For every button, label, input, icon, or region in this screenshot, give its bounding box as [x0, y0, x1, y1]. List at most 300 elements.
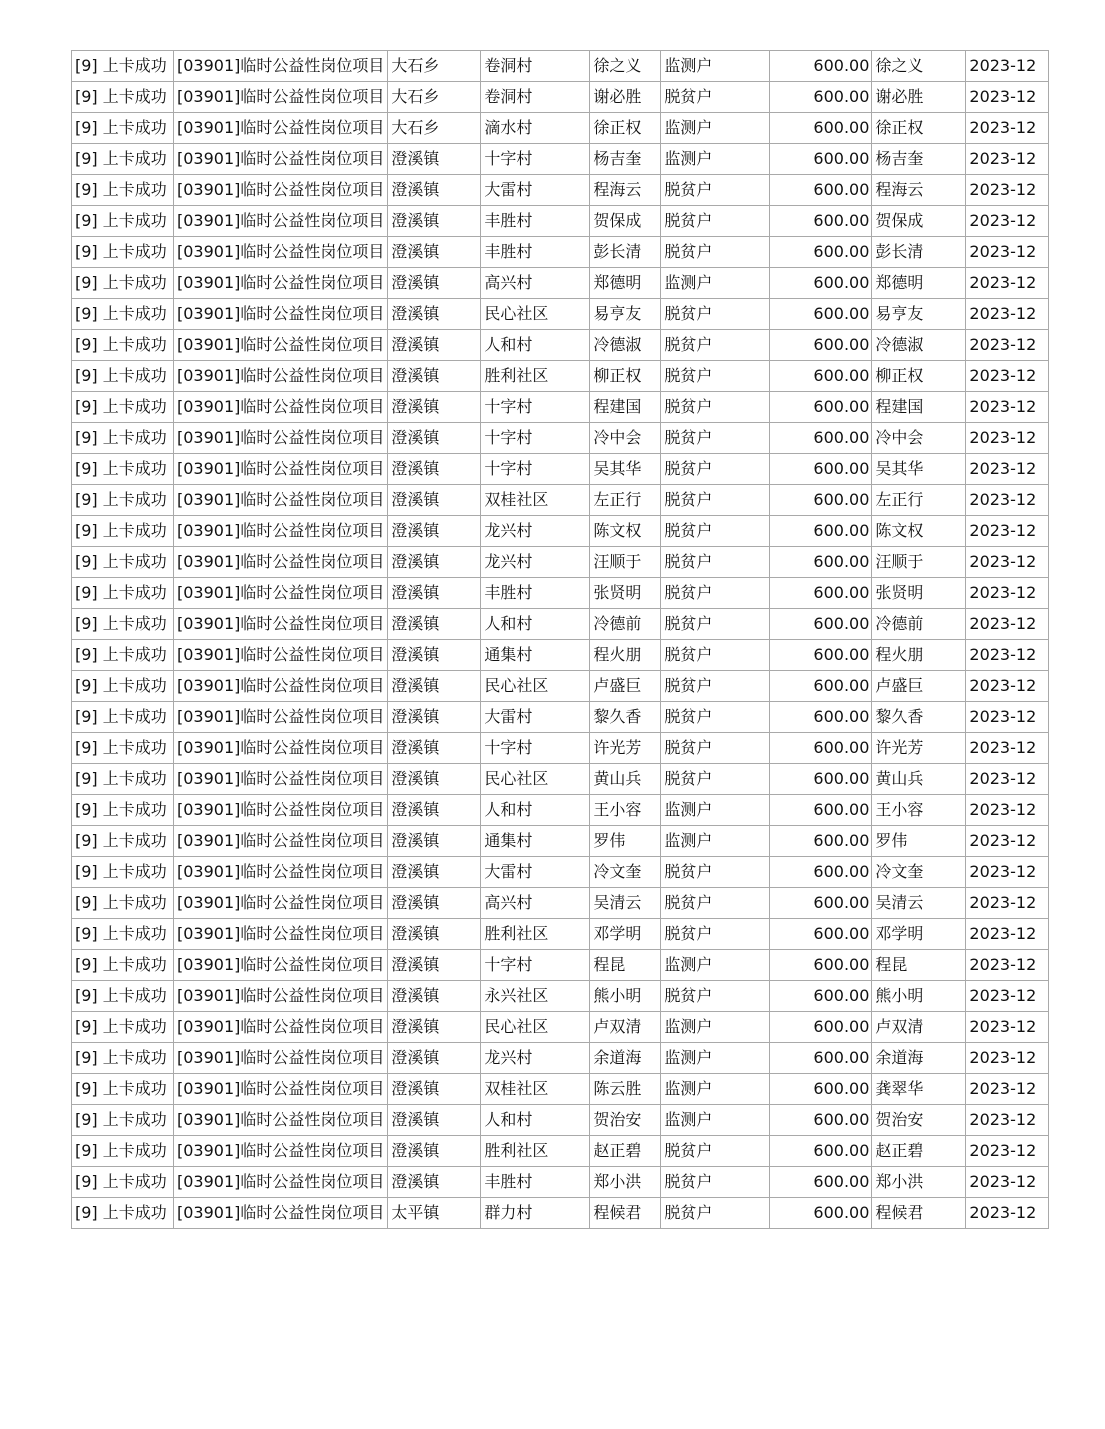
table-body	[72, 51, 1049, 1229]
township-cell: 澄溪镇	[388, 1043, 481, 1074]
status-cell: [9] 上卡成功	[72, 423, 174, 454]
amount-cell: 600.00	[770, 578, 872, 609]
project-cell: [03901]临时公益性岗位项目	[174, 888, 388, 919]
household-type-cell: 脱贫户	[661, 516, 770, 547]
township-cell: 澄溪镇	[388, 919, 481, 950]
payee-name-cell: 杨吉奎	[872, 144, 966, 175]
village-cell: 卷洞村	[481, 51, 590, 82]
person-name-cell: 程候君	[590, 1198, 661, 1229]
payee-name-cell: 左正行	[872, 485, 966, 516]
township-cell: 澄溪镇	[388, 1105, 481, 1136]
amount-cell: 600.00	[770, 82, 872, 113]
status-cell: [9] 上卡成功	[72, 485, 174, 516]
household-type-cell: 监测户	[661, 1074, 770, 1105]
amount-cell: 600.00	[770, 485, 872, 516]
township-cell: 澄溪镇	[388, 361, 481, 392]
status-cell: [9] 上卡成功	[72, 1136, 174, 1167]
table-row	[72, 1136, 1049, 1167]
project-cell: [03901]临时公益性岗位项目	[174, 1012, 388, 1043]
payee-name-cell: 谢必胜	[872, 82, 966, 113]
status-cell: [9] 上卡成功	[72, 1074, 174, 1105]
amount-cell: 600.00	[770, 1012, 872, 1043]
payee-name-cell: 程建国	[872, 392, 966, 423]
project-cell: [03901]临时公益性岗位项目	[174, 144, 388, 175]
person-name-cell: 卢盛巨	[590, 671, 661, 702]
village-cell: 胜利社区	[481, 361, 590, 392]
status-cell: [9] 上卡成功	[72, 392, 174, 423]
village-cell: 人和村	[481, 1105, 590, 1136]
status-cell: [9] 上卡成功	[72, 82, 174, 113]
amount-cell: 600.00	[770, 51, 872, 82]
period-cell: 2023-12	[966, 299, 1049, 330]
status-cell: [9] 上卡成功	[72, 764, 174, 795]
status-cell: [9] 上卡成功	[72, 330, 174, 361]
township-cell: 澄溪镇	[388, 454, 481, 485]
payee-name-cell: 卢盛巨	[872, 671, 966, 702]
period-cell: 2023-12	[966, 981, 1049, 1012]
village-cell: 民心社区	[481, 1012, 590, 1043]
payee-name-cell: 冷德前	[872, 609, 966, 640]
person-name-cell: 贺保成	[590, 206, 661, 237]
project-cell: [03901]临时公益性岗位项目	[174, 981, 388, 1012]
household-type-cell: 监测户	[661, 268, 770, 299]
project-cell: [03901]临时公益性岗位项目	[174, 950, 388, 981]
household-type-cell: 脱贫户	[661, 1136, 770, 1167]
person-name-cell: 罗伟	[590, 826, 661, 857]
period-cell: 2023-12	[966, 857, 1049, 888]
person-name-cell: 陈云胜	[590, 1074, 661, 1105]
table-row	[72, 516, 1049, 547]
village-cell: 民心社区	[481, 764, 590, 795]
amount-cell: 600.00	[770, 826, 872, 857]
amount-cell: 600.00	[770, 1105, 872, 1136]
person-name-cell: 郑小洪	[590, 1167, 661, 1198]
table-row	[72, 423, 1049, 454]
amount-cell: 600.00	[770, 237, 872, 268]
status-cell: [9] 上卡成功	[72, 51, 174, 82]
payee-name-cell: 郑小洪	[872, 1167, 966, 1198]
period-cell: 2023-12	[966, 330, 1049, 361]
project-cell: [03901]临时公益性岗位项目	[174, 268, 388, 299]
village-cell: 龙兴村	[481, 516, 590, 547]
person-name-cell: 邓学明	[590, 919, 661, 950]
amount-cell: 600.00	[770, 1043, 872, 1074]
village-cell: 双桂社区	[481, 485, 590, 516]
amount-cell: 600.00	[770, 702, 872, 733]
payee-name-cell: 冷文奎	[872, 857, 966, 888]
person-name-cell: 汪顺于	[590, 547, 661, 578]
payee-name-cell: 程昆	[872, 950, 966, 981]
payee-name-cell: 徐正权	[872, 113, 966, 144]
household-type-cell: 脱贫户	[661, 330, 770, 361]
payee-name-cell: 许光芳	[872, 733, 966, 764]
household-type-cell: 脱贫户	[661, 888, 770, 919]
table-row	[72, 1105, 1049, 1136]
township-cell: 大石乡	[388, 82, 481, 113]
amount-cell: 600.00	[770, 330, 872, 361]
status-cell: [9] 上卡成功	[72, 299, 174, 330]
period-cell: 2023-12	[966, 392, 1049, 423]
project-cell: [03901]临时公益性岗位项目	[174, 1136, 388, 1167]
household-type-cell: 脱贫户	[661, 609, 770, 640]
table-row	[72, 268, 1049, 299]
project-cell: [03901]临时公益性岗位项目	[174, 1074, 388, 1105]
period-cell: 2023-12	[966, 516, 1049, 547]
household-type-cell: 监测户	[661, 144, 770, 175]
township-cell: 澄溪镇	[388, 764, 481, 795]
status-cell: [9] 上卡成功	[72, 578, 174, 609]
payee-name-cell: 吴清云	[872, 888, 966, 919]
payee-name-cell: 徐之义	[872, 51, 966, 82]
amount-cell: 600.00	[770, 857, 872, 888]
period-cell: 2023-12	[966, 733, 1049, 764]
project-cell: [03901]临时公益性岗位项目	[174, 826, 388, 857]
amount-cell: 600.00	[770, 1136, 872, 1167]
household-type-cell: 脱贫户	[661, 857, 770, 888]
person-name-cell: 赵正碧	[590, 1136, 661, 1167]
table-row	[72, 547, 1049, 578]
payee-name-cell: 赵正碧	[872, 1136, 966, 1167]
household-type-cell: 脱贫户	[661, 485, 770, 516]
period-cell: 2023-12	[966, 547, 1049, 578]
payee-name-cell: 吴其华	[872, 454, 966, 485]
table-row	[72, 330, 1049, 361]
village-cell: 丰胜村	[481, 1167, 590, 1198]
period-cell: 2023-12	[966, 113, 1049, 144]
person-name-cell: 徐正权	[590, 113, 661, 144]
project-cell: [03901]临时公益性岗位项目	[174, 547, 388, 578]
table-row	[72, 82, 1049, 113]
household-type-cell: 脱贫户	[661, 175, 770, 206]
household-type-cell: 脱贫户	[661, 640, 770, 671]
village-cell: 卷洞村	[481, 82, 590, 113]
payee-name-cell: 罗伟	[872, 826, 966, 857]
village-cell: 大雷村	[481, 175, 590, 206]
project-cell: [03901]临时公益性岗位项目	[174, 113, 388, 144]
period-cell: 2023-12	[966, 268, 1049, 299]
payee-name-cell: 邓学明	[872, 919, 966, 950]
person-name-cell: 彭长清	[590, 237, 661, 268]
project-cell: [03901]临时公益性岗位项目	[174, 175, 388, 206]
household-type-cell: 脱贫户	[661, 392, 770, 423]
project-cell: [03901]临时公益性岗位项目	[174, 361, 388, 392]
period-cell: 2023-12	[966, 361, 1049, 392]
amount-cell: 600.00	[770, 950, 872, 981]
payee-name-cell: 黎久香	[872, 702, 966, 733]
village-cell: 大雷村	[481, 702, 590, 733]
project-cell: [03901]临时公益性岗位项目	[174, 485, 388, 516]
person-name-cell: 柳正权	[590, 361, 661, 392]
table-row	[72, 640, 1049, 671]
project-cell: [03901]临时公益性岗位项目	[174, 764, 388, 795]
amount-cell: 600.00	[770, 640, 872, 671]
person-name-cell: 张贤明	[590, 578, 661, 609]
payee-name-cell: 程火朋	[872, 640, 966, 671]
township-cell: 澄溪镇	[388, 175, 481, 206]
person-name-cell: 杨吉奎	[590, 144, 661, 175]
village-cell: 胜利社区	[481, 1136, 590, 1167]
person-name-cell: 熊小明	[590, 981, 661, 1012]
village-cell: 通集村	[481, 826, 590, 857]
amount-cell: 600.00	[770, 206, 872, 237]
status-cell: [9] 上卡成功	[72, 826, 174, 857]
person-name-cell: 冷文奎	[590, 857, 661, 888]
household-type-cell: 监测户	[661, 1105, 770, 1136]
village-cell: 永兴社区	[481, 981, 590, 1012]
payee-name-cell: 陈文权	[872, 516, 966, 547]
household-type-cell: 脱贫户	[661, 919, 770, 950]
person-name-cell: 卢双清	[590, 1012, 661, 1043]
township-cell: 澄溪镇	[388, 826, 481, 857]
household-type-cell: 脱贫户	[661, 237, 770, 268]
amount-cell: 600.00	[770, 1074, 872, 1105]
period-cell: 2023-12	[966, 454, 1049, 485]
township-cell: 澄溪镇	[388, 206, 481, 237]
village-cell: 人和村	[481, 330, 590, 361]
payee-name-cell: 汪顺于	[872, 547, 966, 578]
period-cell: 2023-12	[966, 51, 1049, 82]
amount-cell: 600.00	[770, 268, 872, 299]
amount-cell: 600.00	[770, 981, 872, 1012]
household-type-cell: 监测户	[661, 1043, 770, 1074]
person-name-cell: 黎久香	[590, 702, 661, 733]
project-cell: [03901]临时公益性岗位项目	[174, 392, 388, 423]
person-name-cell: 左正行	[590, 485, 661, 516]
status-cell: [9] 上卡成功	[72, 361, 174, 392]
township-cell: 澄溪镇	[388, 1136, 481, 1167]
payee-name-cell: 易亨友	[872, 299, 966, 330]
township-cell: 澄溪镇	[388, 888, 481, 919]
household-type-cell: 脱贫户	[661, 578, 770, 609]
amount-cell: 600.00	[770, 733, 872, 764]
village-cell: 人和村	[481, 609, 590, 640]
township-cell: 澄溪镇	[388, 609, 481, 640]
table-row	[72, 888, 1049, 919]
table-row	[72, 1198, 1049, 1229]
household-type-cell: 脱贫户	[661, 671, 770, 702]
amount-cell: 600.00	[770, 175, 872, 206]
status-cell: [9] 上卡成功	[72, 268, 174, 299]
status-cell: [9] 上卡成功	[72, 950, 174, 981]
table-row	[72, 299, 1049, 330]
village-cell: 十字村	[481, 950, 590, 981]
project-cell: [03901]临时公益性岗位项目	[174, 1167, 388, 1198]
status-cell: [9] 上卡成功	[72, 516, 174, 547]
period-cell: 2023-12	[966, 1136, 1049, 1167]
household-type-cell: 监测户	[661, 950, 770, 981]
household-type-cell: 脱贫户	[661, 764, 770, 795]
period-cell: 2023-12	[966, 919, 1049, 950]
payee-name-cell: 王小容	[872, 795, 966, 826]
township-cell: 太平镇	[388, 1198, 481, 1229]
township-cell: 澄溪镇	[388, 981, 481, 1012]
table-row	[72, 454, 1049, 485]
status-cell: [9] 上卡成功	[72, 175, 174, 206]
amount-cell: 600.00	[770, 361, 872, 392]
village-cell: 十字村	[481, 423, 590, 454]
payee-name-cell: 郑德明	[872, 268, 966, 299]
period-cell: 2023-12	[966, 609, 1049, 640]
person-name-cell: 徐之义	[590, 51, 661, 82]
amount-cell: 600.00	[770, 392, 872, 423]
township-cell: 澄溪镇	[388, 268, 481, 299]
period-cell: 2023-12	[966, 1198, 1049, 1229]
person-name-cell: 郑德明	[590, 268, 661, 299]
village-cell: 群力村	[481, 1198, 590, 1229]
project-cell: [03901]临时公益性岗位项目	[174, 609, 388, 640]
period-cell: 2023-12	[966, 826, 1049, 857]
person-name-cell: 贺治安	[590, 1105, 661, 1136]
person-name-cell: 陈文权	[590, 516, 661, 547]
township-cell: 澄溪镇	[388, 423, 481, 454]
township-cell: 澄溪镇	[388, 144, 481, 175]
payee-name-cell: 彭长清	[872, 237, 966, 268]
status-cell: [9] 上卡成功	[72, 206, 174, 237]
household-type-cell: 监测户	[661, 1012, 770, 1043]
table-row	[72, 485, 1049, 516]
table-row	[72, 857, 1049, 888]
table-row	[72, 144, 1049, 175]
project-cell: [03901]临时公益性岗位项目	[174, 82, 388, 113]
township-cell: 澄溪镇	[388, 671, 481, 702]
project-cell: [03901]临时公益性岗位项目	[174, 206, 388, 237]
period-cell: 2023-12	[966, 888, 1049, 919]
project-cell: [03901]临时公益性岗位项目	[174, 1105, 388, 1136]
amount-cell: 600.00	[770, 144, 872, 175]
table-row	[72, 206, 1049, 237]
amount-cell: 600.00	[770, 454, 872, 485]
period-cell: 2023-12	[966, 144, 1049, 175]
period-cell: 2023-12	[966, 640, 1049, 671]
person-name-cell: 吴清云	[590, 888, 661, 919]
payee-name-cell: 熊小明	[872, 981, 966, 1012]
period-cell: 2023-12	[966, 764, 1049, 795]
amount-cell: 600.00	[770, 609, 872, 640]
amount-cell: 600.00	[770, 1198, 872, 1229]
project-cell: [03901]临时公益性岗位项目	[174, 640, 388, 671]
amount-cell: 600.00	[770, 1167, 872, 1198]
household-type-cell: 脱贫户	[661, 981, 770, 1012]
status-cell: [9] 上卡成功	[72, 888, 174, 919]
amount-cell: 600.00	[770, 671, 872, 702]
village-cell: 丰胜村	[481, 206, 590, 237]
table-row	[72, 919, 1049, 950]
township-cell: 澄溪镇	[388, 299, 481, 330]
project-cell: [03901]临时公益性岗位项目	[174, 51, 388, 82]
village-cell: 民心社区	[481, 299, 590, 330]
status-cell: [9] 上卡成功	[72, 640, 174, 671]
person-name-cell: 程建国	[590, 392, 661, 423]
township-cell: 澄溪镇	[388, 392, 481, 423]
amount-cell: 600.00	[770, 113, 872, 144]
period-cell: 2023-12	[966, 237, 1049, 268]
payee-name-cell: 贺治安	[872, 1105, 966, 1136]
table-row	[72, 1043, 1049, 1074]
payee-name-cell: 卢双清	[872, 1012, 966, 1043]
amount-cell: 600.00	[770, 516, 872, 547]
household-type-cell: 监测户	[661, 51, 770, 82]
village-cell: 民心社区	[481, 671, 590, 702]
status-cell: [9] 上卡成功	[72, 857, 174, 888]
period-cell: 2023-12	[966, 1167, 1049, 1198]
table-row	[72, 733, 1049, 764]
status-cell: [9] 上卡成功	[72, 1167, 174, 1198]
person-name-cell: 黄山兵	[590, 764, 661, 795]
person-name-cell: 冷德前	[590, 609, 661, 640]
amount-cell: 600.00	[770, 919, 872, 950]
amount-cell: 600.00	[770, 299, 872, 330]
township-cell: 澄溪镇	[388, 330, 481, 361]
amount-cell: 600.00	[770, 888, 872, 919]
payee-name-cell: 贺保成	[872, 206, 966, 237]
household-type-cell: 脱贫户	[661, 423, 770, 454]
person-name-cell: 余道海	[590, 1043, 661, 1074]
table-row	[72, 578, 1049, 609]
amount-cell: 600.00	[770, 547, 872, 578]
payee-name-cell: 柳正权	[872, 361, 966, 392]
table-row	[72, 361, 1049, 392]
amount-cell: 600.00	[770, 423, 872, 454]
table-row	[72, 981, 1049, 1012]
project-cell: [03901]临时公益性岗位项目	[174, 578, 388, 609]
table-row	[72, 1012, 1049, 1043]
project-cell: [03901]临时公益性岗位项目	[174, 702, 388, 733]
village-cell: 人和村	[481, 795, 590, 826]
township-cell: 澄溪镇	[388, 950, 481, 981]
village-cell: 滴水村	[481, 113, 590, 144]
village-cell: 高兴村	[481, 888, 590, 919]
township-cell: 澄溪镇	[388, 547, 481, 578]
person-name-cell: 易亨友	[590, 299, 661, 330]
person-name-cell: 吴其华	[590, 454, 661, 485]
table-row	[72, 237, 1049, 268]
person-name-cell: 程火朋	[590, 640, 661, 671]
table-row	[72, 702, 1049, 733]
village-cell: 十字村	[481, 392, 590, 423]
township-cell: 澄溪镇	[388, 857, 481, 888]
household-type-cell: 监测户	[661, 826, 770, 857]
payee-name-cell: 冷德淑	[872, 330, 966, 361]
township-cell: 澄溪镇	[388, 1167, 481, 1198]
period-cell: 2023-12	[966, 485, 1049, 516]
village-cell: 大雷村	[481, 857, 590, 888]
payee-name-cell: 冷中会	[872, 423, 966, 454]
village-cell: 通集村	[481, 640, 590, 671]
township-cell: 澄溪镇	[388, 578, 481, 609]
status-cell: [9] 上卡成功	[72, 1043, 174, 1074]
village-cell: 十字村	[481, 733, 590, 764]
table-row	[72, 51, 1049, 82]
payee-name-cell: 龚翠华	[872, 1074, 966, 1105]
status-cell: [9] 上卡成功	[72, 1012, 174, 1043]
payee-name-cell: 黄山兵	[872, 764, 966, 795]
township-cell: 澄溪镇	[388, 516, 481, 547]
household-type-cell: 脱贫户	[661, 547, 770, 578]
village-cell: 高兴村	[481, 268, 590, 299]
payee-name-cell: 程候君	[872, 1198, 966, 1229]
project-cell: [03901]临时公益性岗位项目	[174, 671, 388, 702]
period-cell: 2023-12	[966, 671, 1049, 702]
township-cell: 澄溪镇	[388, 640, 481, 671]
person-name-cell: 程海云	[590, 175, 661, 206]
amount-cell: 600.00	[770, 795, 872, 826]
table-row	[72, 826, 1049, 857]
status-cell: [9] 上卡成功	[72, 733, 174, 764]
village-cell: 胜利社区	[481, 919, 590, 950]
period-cell: 2023-12	[966, 175, 1049, 206]
household-type-cell: 脱贫户	[661, 299, 770, 330]
township-cell: 澄溪镇	[388, 1074, 481, 1105]
